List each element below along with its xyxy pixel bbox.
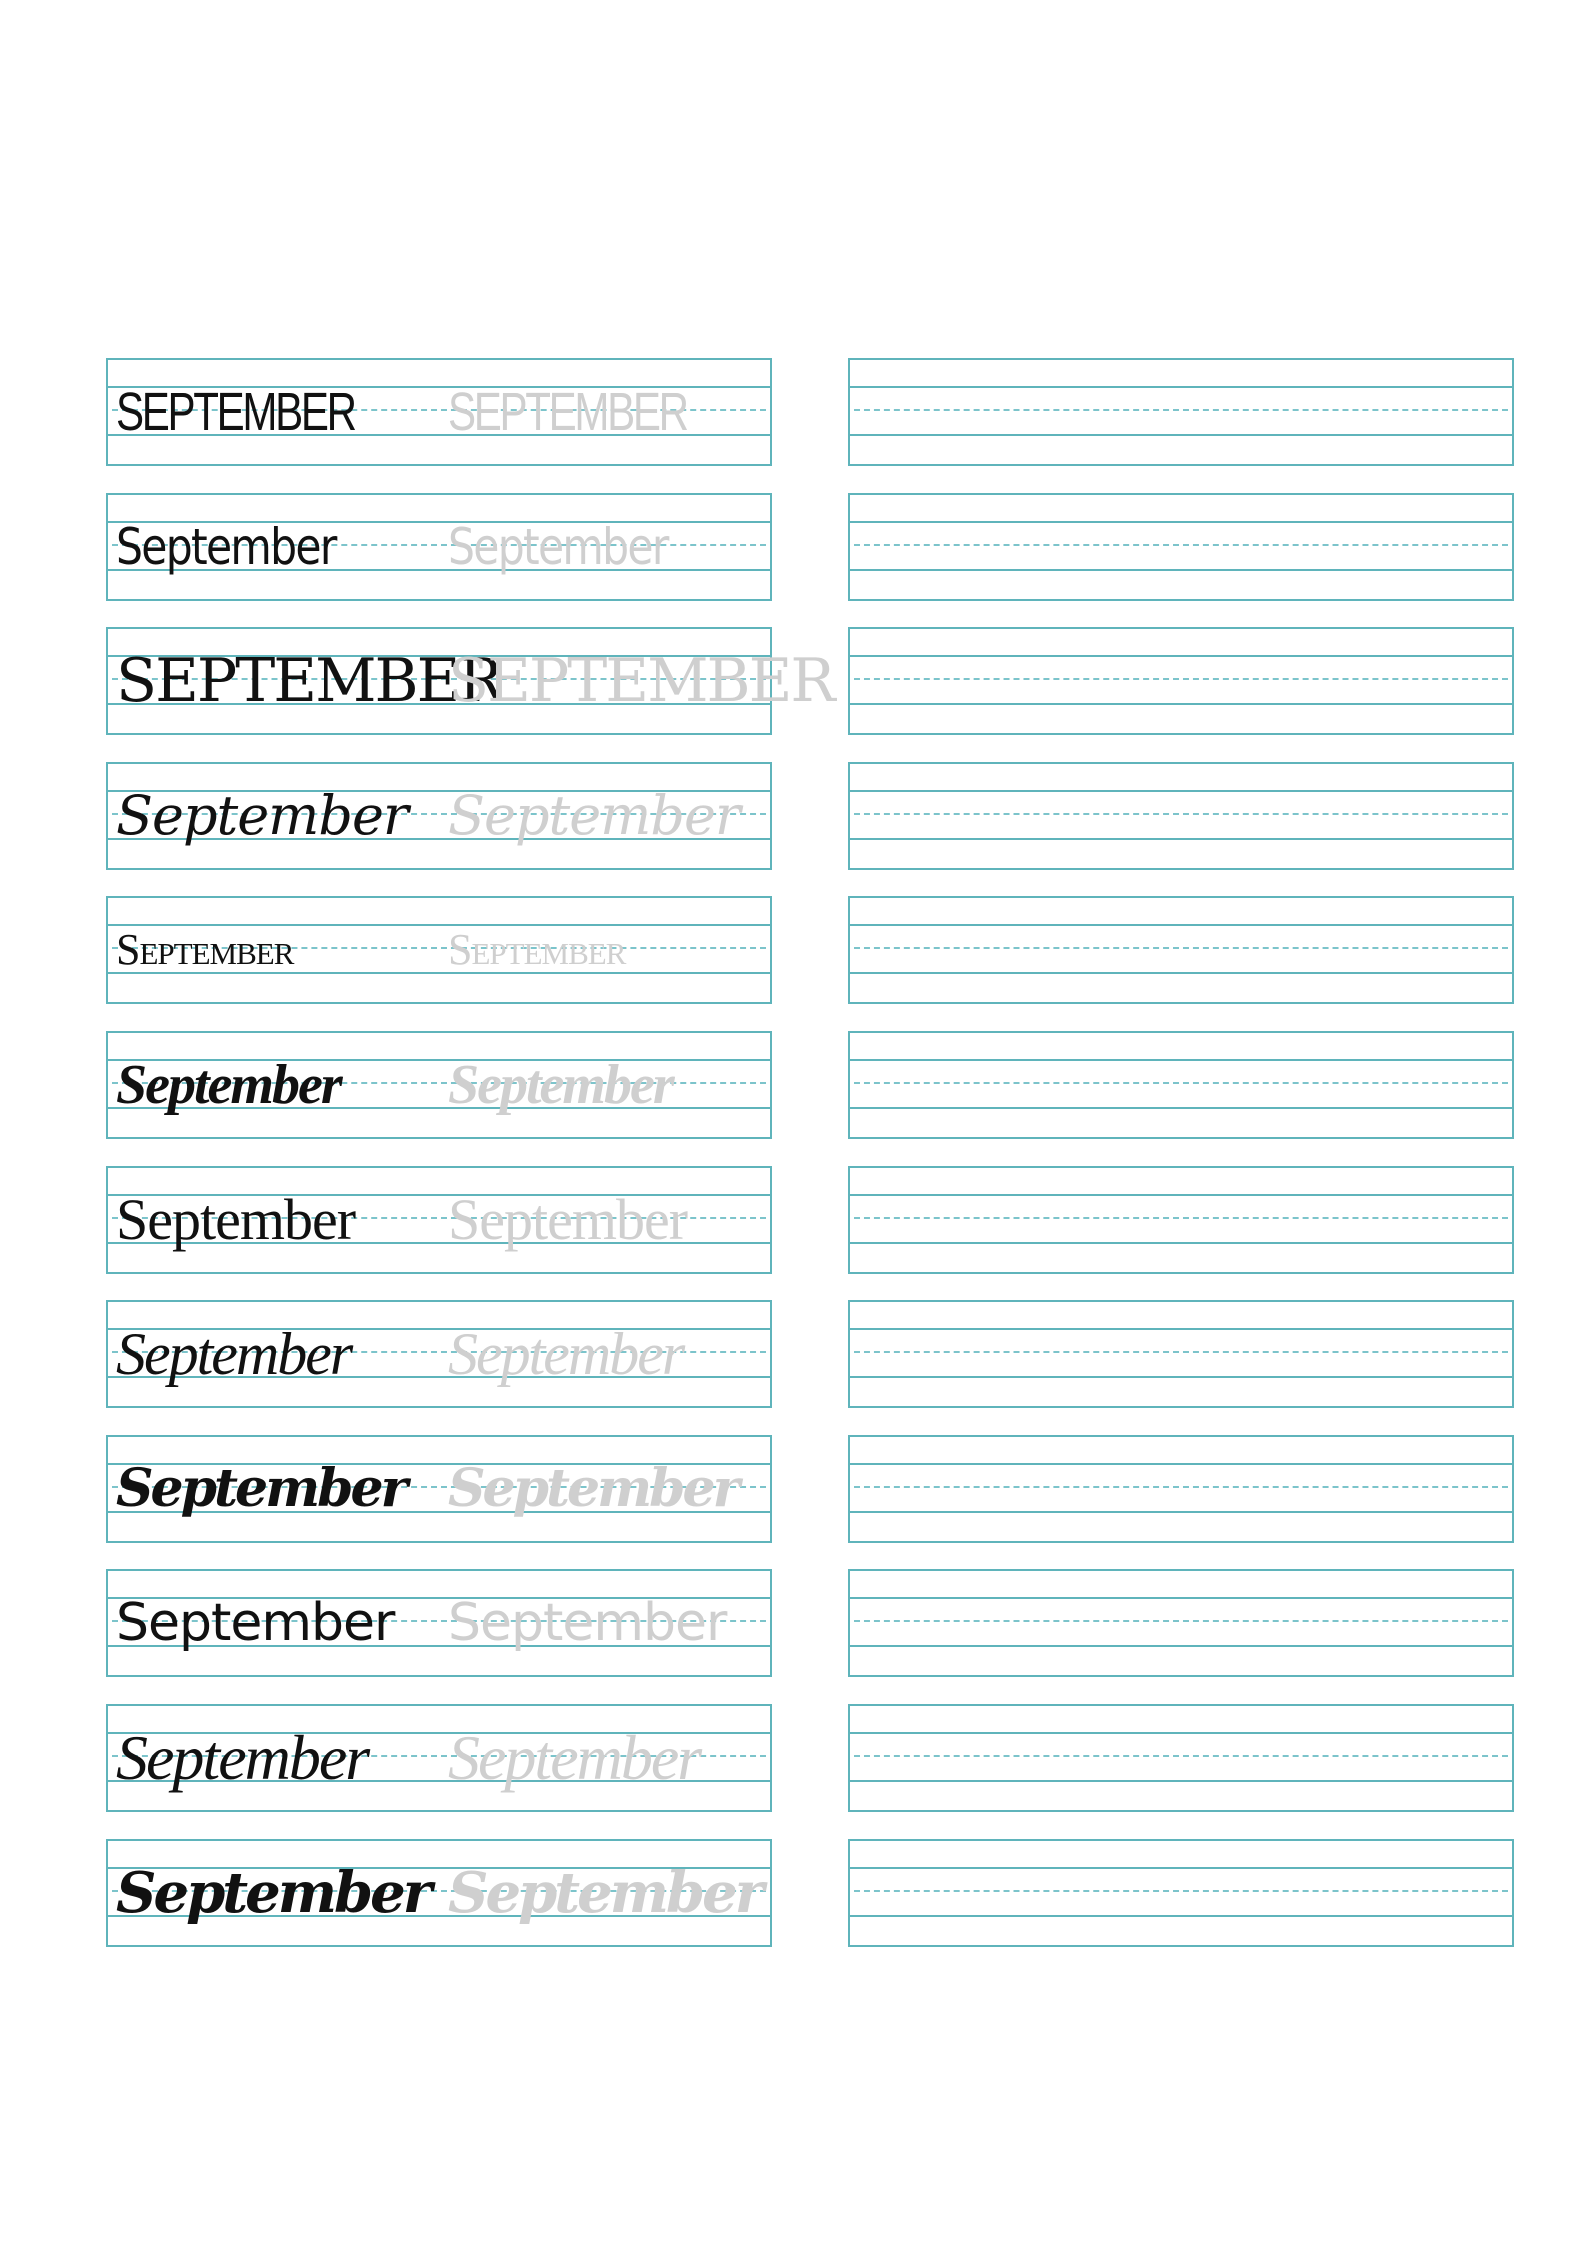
blank-writing-box[interactable] [848, 896, 1514, 1004]
blank-writing-box[interactable] [848, 1435, 1514, 1543]
trace-word: September [448, 1722, 701, 1793]
dashed-midline [854, 1486, 1508, 1488]
baseline-guide-line [850, 703, 1512, 705]
practice-row [0, 1569, 1588, 1675]
example-writing-box [106, 1166, 772, 1274]
baseline-guide-line [850, 569, 1512, 571]
dashed-midline [854, 947, 1508, 949]
blank-writing-box[interactable] [848, 1569, 1514, 1677]
blank-writing-box[interactable] [848, 1704, 1514, 1812]
ascender-guide-line [850, 924, 1512, 926]
sample-word: September [116, 1458, 405, 1519]
trace-word: September [448, 784, 740, 847]
trace-word: September [448, 1593, 727, 1653]
dashed-midline [854, 1217, 1508, 1219]
sample-word: September [116, 925, 294, 974]
practice-row [0, 358, 1588, 464]
baseline-guide-line [850, 972, 1512, 974]
sample-word: September [116, 1722, 369, 1793]
dashed-midline [854, 678, 1508, 680]
example-writing-box [106, 1704, 772, 1812]
example-writing-box [106, 1435, 772, 1543]
trace-word: SEPTEMBER [448, 646, 834, 716]
trace-word: SEPTEMBER [448, 382, 687, 442]
example-writing-box [106, 1839, 772, 1947]
dashed-midline [854, 1755, 1508, 1757]
sample-word: September [116, 518, 336, 576]
example-writing-box [106, 1031, 772, 1139]
sample-word: September [116, 1321, 352, 1387]
blank-writing-box[interactable] [848, 1300, 1514, 1408]
ascender-guide-line [850, 1732, 1512, 1734]
sample-word: September [116, 1054, 341, 1116]
blank-writing-box[interactable] [848, 493, 1514, 601]
ascender-guide-line [850, 1597, 1512, 1599]
trace-word: September [448, 1458, 737, 1519]
baseline-guide-line [850, 1107, 1512, 1109]
practice-row [0, 1839, 1588, 1945]
example-writing-box [106, 627, 834, 735]
baseline-guide-line [850, 1915, 1512, 1917]
ascender-guide-line [850, 386, 1512, 388]
trace-word: September [448, 518, 668, 576]
trace-word: September [448, 1187, 688, 1252]
example-writing-box [106, 493, 772, 601]
practice-row [0, 1031, 1588, 1137]
baseline-guide-line [850, 1376, 1512, 1378]
practice-row [0, 762, 1588, 868]
practice-row [0, 1166, 1588, 1272]
ascender-guide-line [850, 521, 1512, 523]
practice-row [0, 1704, 1588, 1810]
ascender-guide-line [850, 1194, 1512, 1196]
dashed-midline [854, 1890, 1508, 1892]
ascender-guide-line [850, 790, 1512, 792]
example-writing-box [106, 1300, 772, 1408]
ascender-guide-line [850, 1328, 1512, 1330]
practice-row [0, 1435, 1588, 1541]
practice-row [0, 627, 1588, 733]
trace-word: September [448, 1860, 762, 1926]
dashed-midline [854, 1620, 1508, 1622]
sample-word: September [116, 1593, 395, 1653]
sample-word: September [116, 1860, 430, 1926]
baseline-guide-line [850, 838, 1512, 840]
sample-word: SEPTEMBER [116, 646, 502, 716]
example-writing-box [106, 896, 772, 1004]
trace-word: September [448, 1321, 684, 1387]
example-writing-box [106, 358, 772, 466]
dashed-midline [854, 544, 1508, 546]
trace-word: September [448, 925, 626, 974]
practice-row [0, 1300, 1588, 1406]
baseline-guide-line [850, 1242, 1512, 1244]
sample-word: September [116, 784, 408, 847]
blank-writing-box[interactable] [848, 762, 1514, 870]
blank-writing-box[interactable] [848, 627, 1514, 735]
baseline-guide-line [850, 1780, 1512, 1782]
baseline-guide-line [850, 1511, 1512, 1513]
trace-word: September [448, 1054, 673, 1116]
sample-word: SEPTEMBER [116, 382, 355, 442]
baseline-guide-line [850, 434, 1512, 436]
blank-writing-box[interactable] [848, 1839, 1514, 1947]
example-writing-box [106, 1569, 772, 1677]
practice-row [0, 896, 1588, 1002]
blank-writing-box[interactable] [848, 1166, 1514, 1274]
practice-row [0, 493, 1588, 599]
ascender-guide-line [850, 1463, 1512, 1465]
dashed-midline [854, 409, 1508, 411]
sample-word: September [116, 1187, 356, 1252]
dashed-midline [854, 1351, 1508, 1353]
ascender-guide-line [850, 1867, 1512, 1869]
ascender-guide-line [850, 655, 1512, 657]
baseline-guide-line [850, 1645, 1512, 1647]
dashed-midline [854, 1082, 1508, 1084]
dashed-midline [854, 813, 1508, 815]
ascender-guide-line [850, 1059, 1512, 1061]
blank-writing-box[interactable] [848, 358, 1514, 466]
blank-writing-box[interactable] [848, 1031, 1514, 1139]
example-writing-box [106, 762, 772, 870]
